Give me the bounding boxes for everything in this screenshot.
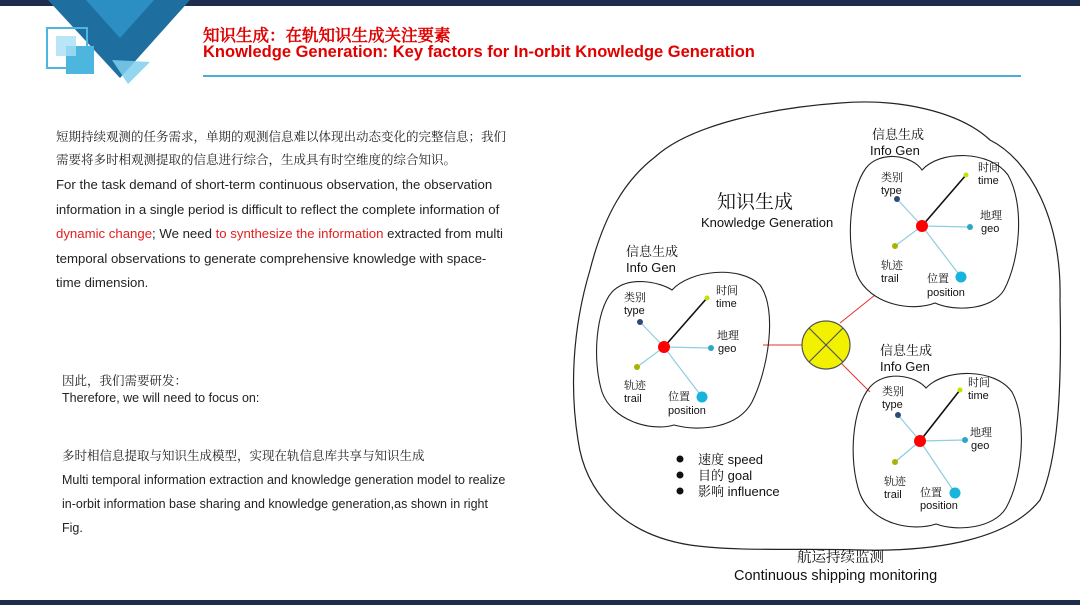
label-title-zh: 信息生成 <box>880 343 933 358</box>
label-time-en: time <box>716 298 737 310</box>
intro-en-part3: extracted from multi temporal observations to generate comprehensive knowledge with space-time dimension. <box>56 226 503 290</box>
label-geo-en: geo <box>981 223 1000 235</box>
label-trail-zh: 轨迹 <box>624 380 646 392</box>
label-geo-en: geo <box>971 440 990 452</box>
label-geo-en: geo <box>718 343 737 355</box>
info-gen-cluster-left <box>597 244 770 428</box>
info-gen-title-zh: 信息生成 <box>626 244 679 259</box>
label-trail-en: trail <box>884 489 902 501</box>
label-type-en: type <box>881 185 902 197</box>
bullet-goal: 目的 goal <box>698 468 753 483</box>
label-position-zh: 位置 <box>920 487 942 499</box>
center-title-zh: 知识生成 <box>717 192 794 213</box>
label-trail-zh: 轨迹 <box>884 476 906 488</box>
intro-zh: 短期持续观测的任务需求，单期的观测信息难以体现出动态变化的完整信息；我们需要将多时相观测提取的信息进行综合，生成具有时空维度的综合知识。 <box>56 130 507 167</box>
bullet-speed: 速度 speed <box>698 452 764 467</box>
label-type-en: type <box>624 305 645 317</box>
label-position-en: position <box>668 405 706 417</box>
footer-en: Continuous shipping monitoring <box>734 568 938 584</box>
label-type-zh: 类别 <box>624 292 646 304</box>
focus-en: Therefore, we will need to focus on: <box>62 391 260 405</box>
highlight-dynamic-change: dynamic change <box>56 226 153 241</box>
label-position-en: position <box>920 500 958 512</box>
info-gen-cluster-bottom <box>853 343 1021 528</box>
label-time-en: time <box>978 175 999 187</box>
intro-en-part2: ; We need <box>152 226 216 241</box>
attribute-bullets <box>677 452 780 499</box>
label-type-zh: 类别 <box>882 386 904 398</box>
focus-zh: 因此，我们需要研发： <box>62 374 188 388</box>
info-gen-cluster-top <box>850 127 1018 308</box>
model-en: Multi temporal information extraction and knowledge generation model to realize in-orbit information base sharing and knowledge generation,as shown in right Fig. <box>62 473 506 535</box>
page-title-zh: 知识生成：在轨知识生成关注要素 <box>203 27 451 45</box>
label-title-en: Info Gen <box>880 359 930 374</box>
label-title-en: Info Gen <box>870 143 920 158</box>
label-trail-zh: 轨迹 <box>881 260 903 272</box>
model-zh: 多时相信息提取与知识生成模型，实现在轨信息库共享与知识生成 <box>62 449 425 463</box>
label-time-zh: 时间 <box>968 377 990 389</box>
label-trail-en: trail <box>881 273 899 285</box>
label-trail-en: trail <box>624 393 642 405</box>
label-position-zh: 位置 <box>927 273 949 285</box>
label-geo-zh: 地理 <box>970 427 992 439</box>
info-gen-title-en: Info Gen <box>626 260 676 275</box>
label-position-en: position <box>927 287 965 299</box>
footer-zh: 航运持续监测 <box>797 550 884 566</box>
highlight-synthesize: to synthesize the information <box>215 226 384 241</box>
label-title-zh: 信息生成 <box>872 127 925 142</box>
center-title-en: Knowledge Generation <box>701 215 834 230</box>
label-geo-zh: 地理 <box>717 330 739 342</box>
bullet-influence: 影响 influence <box>698 484 780 499</box>
intro-en-part1: For the task demand of short-term continuous observation, the observation information in a single period is difficult to reflect the complete information of <box>56 177 500 217</box>
label-geo-zh: 地理 <box>980 210 1002 222</box>
label-position-zh: 位置 <box>668 391 690 403</box>
hub-icon <box>802 321 850 369</box>
label-time-en: time <box>968 390 989 402</box>
label-time-zh: 时间 <box>978 162 1000 174</box>
label-type-en: type <box>882 399 903 411</box>
label-time-zh: 时间 <box>716 285 738 297</box>
page-title-en: Knowledge Generation: Key factors for In-orbit Knowledge Generation <box>203 43 755 61</box>
label-type-zh: 类别 <box>881 172 903 184</box>
